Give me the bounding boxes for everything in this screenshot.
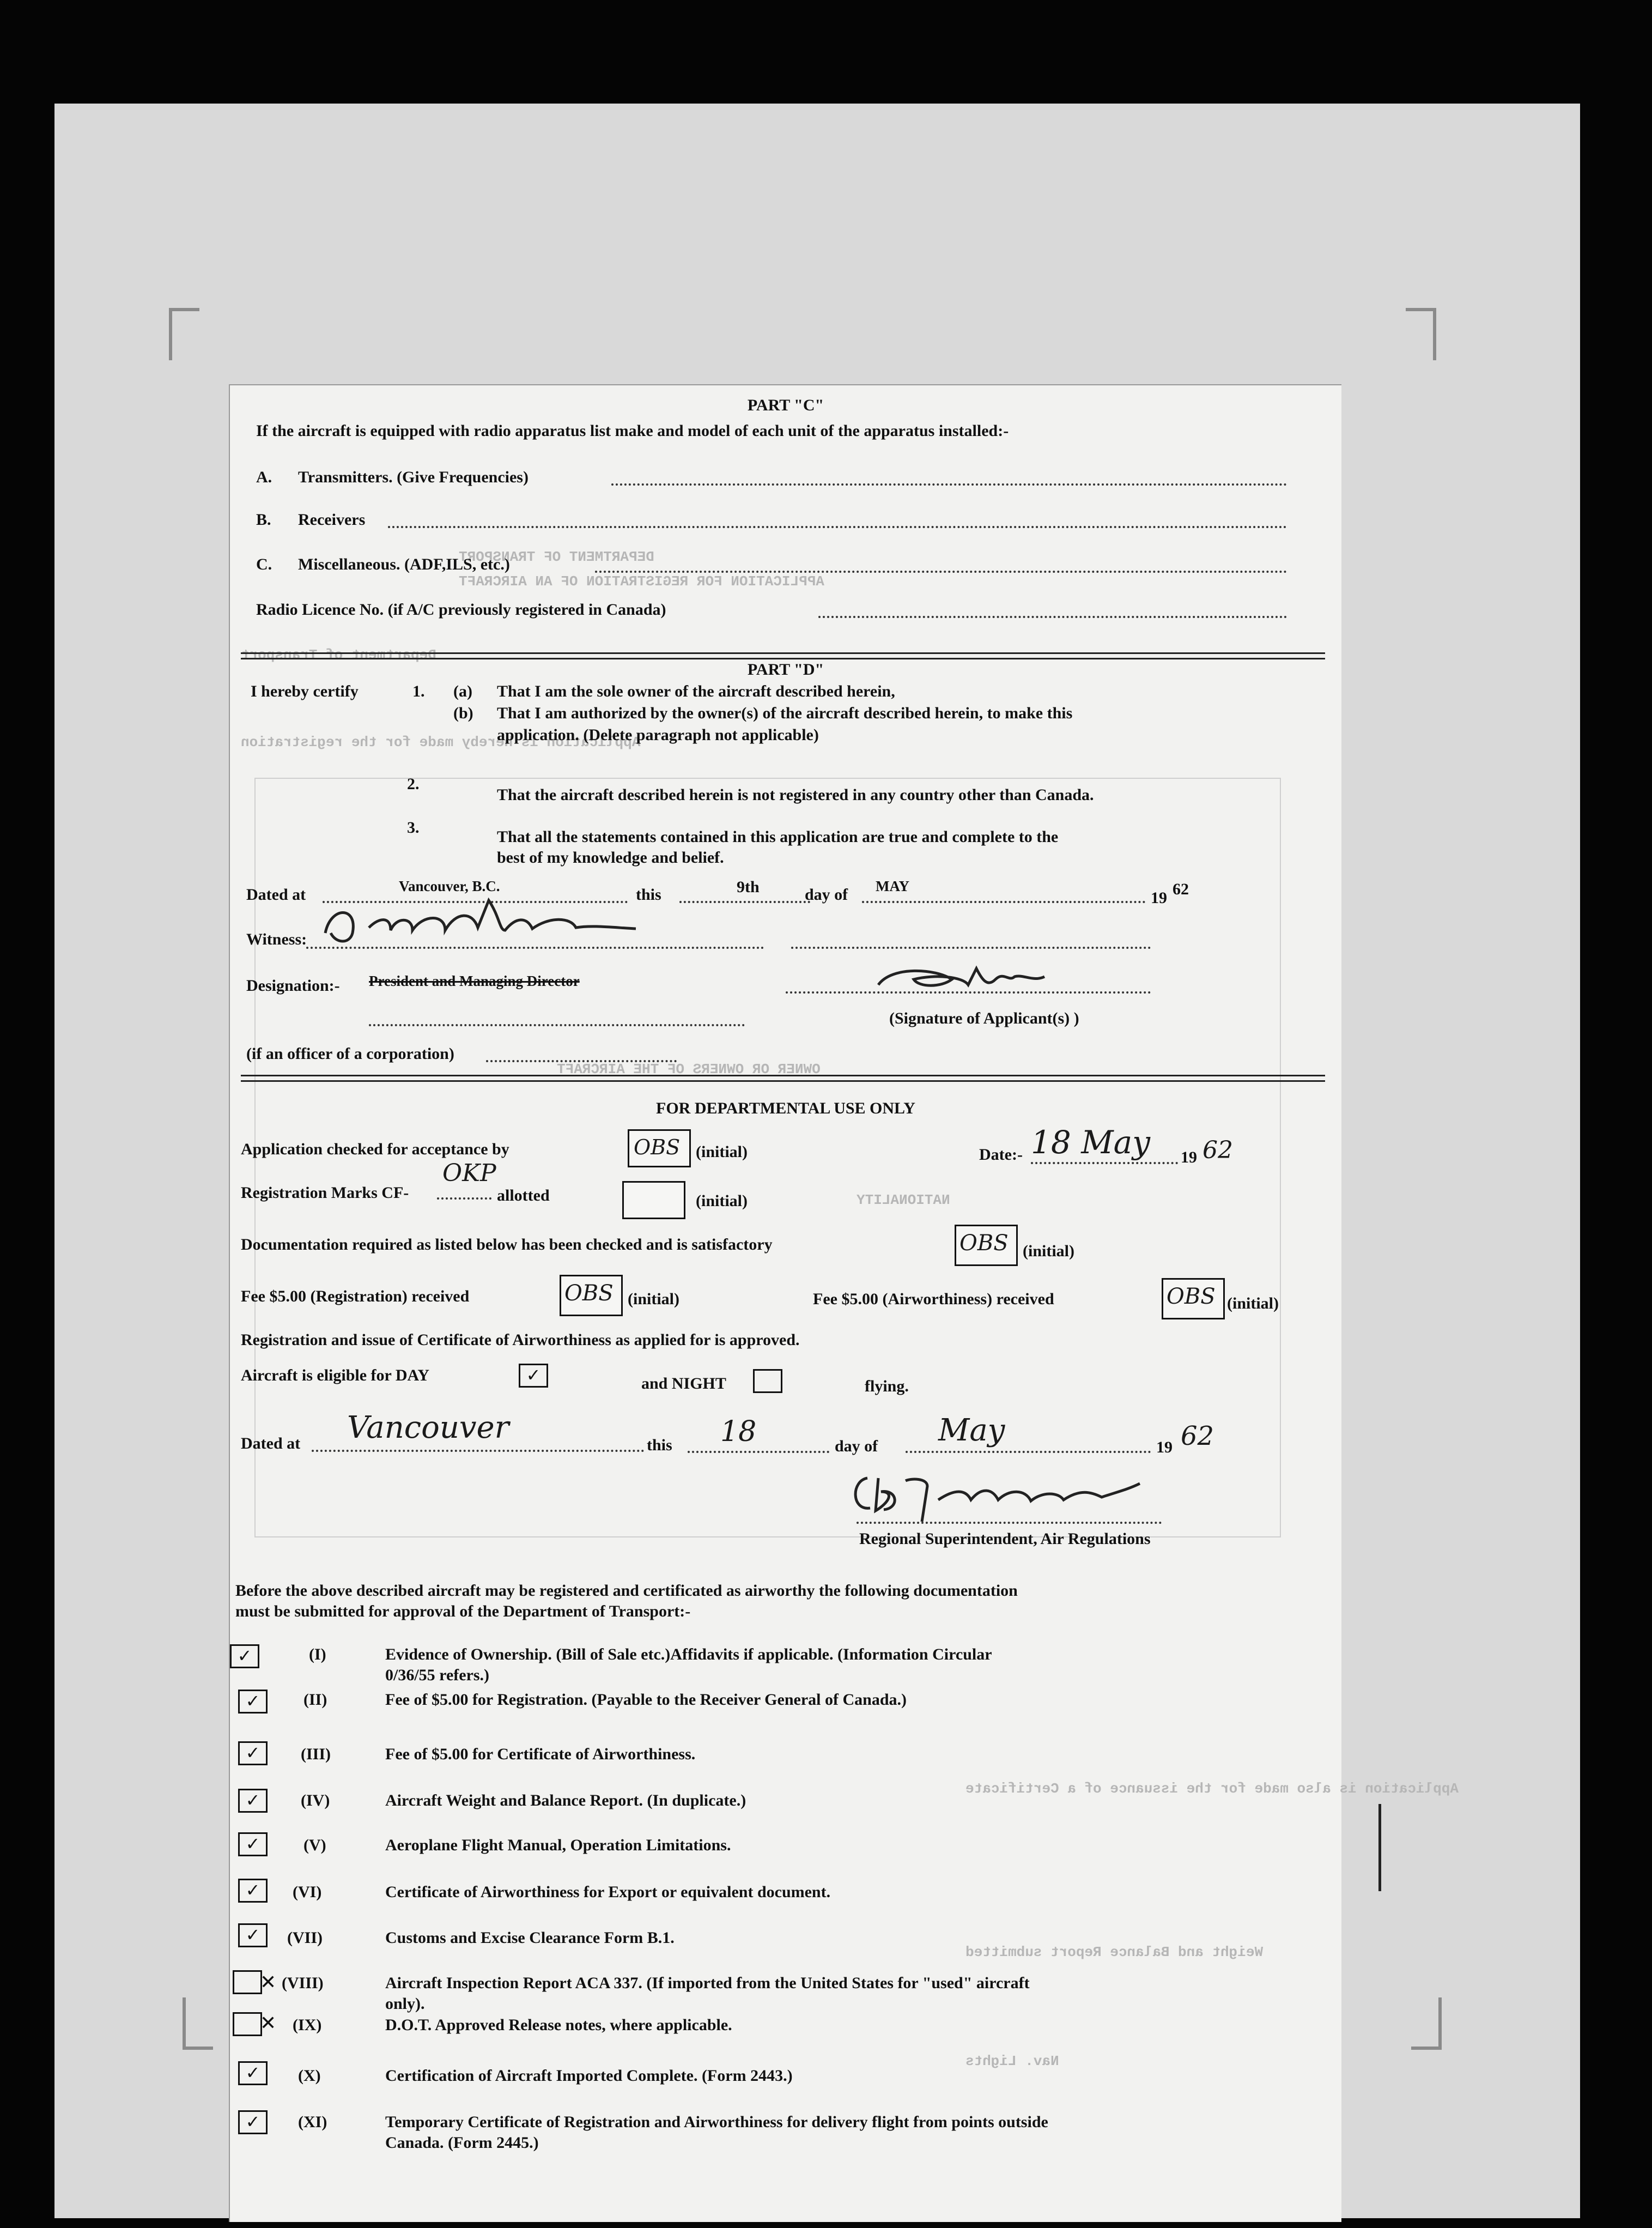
checklist-text-line-2: Canada. (Form 2445.) — [385, 2134, 539, 2152]
dept-dated-at-value[interactable]: Vancouver — [347, 1410, 509, 1445]
day-of-label: day of — [805, 886, 848, 904]
checklist-number: (VI) — [293, 1883, 322, 1901]
checklist-number: (XI) — [298, 2113, 327, 2131]
allotted-initial-caption: (initial) — [696, 1192, 748, 1210]
fee-registration-initials-box[interactable]: OBS — [560, 1275, 623, 1316]
not-applicable-cross-icon: ✕ — [260, 2012, 277, 2035]
checklist-checkbox[interactable]: ✓ — [238, 1789, 268, 1813]
dept-day-value[interactable]: 18 — [720, 1415, 757, 1448]
checklist-number: (I) — [309, 1645, 326, 1663]
checklist-text-line-1: Fee of $5.00 for Registration. (Payable to the Receiver General of Canada.) — [385, 1691, 907, 1709]
checklist-checkbox[interactable]: ✓ — [238, 2110, 268, 2134]
dept-year-prefix: 19 — [1156, 1438, 1173, 1456]
regional-signature-line — [857, 1522, 1162, 1524]
month-value[interactable]: MAY — [876, 878, 910, 894]
checklist-text-line-1: D.O.T. Approved Release notes, where applicable. — [385, 2016, 732, 2034]
section-divider-2 — [241, 1075, 1325, 1082]
crop-mark-bottom-right — [1411, 1997, 1442, 2050]
checklist-text-line-1: Aeroplane Flight Manual, Operation Limitations. — [385, 1836, 731, 1854]
receivers-field[interactable] — [388, 526, 1287, 528]
acceptance-initials-box[interactable]: OBS — [628, 1129, 691, 1167]
crop-mark-bottom-left — [183, 1997, 213, 2050]
part-d-heading: PART "D" — [747, 661, 824, 679]
registration-application-form: DEPARTMENT OF TRANSPORT APPLICATION FOR REGISTRATION OF AN AIRCRAFT Department of Transport Application is hereby made for the registration OWNER OR OWNERS OF THE AIRCRAFT NATIONALITY Application is also made for the issuance of a Certificate Weight and Balance Report submitted Nav. Lights PART "C" If the aircraft is equipped with radio apparatus list make and model of each unit of the apparatus installed:- A. Transmitters. (Give Frequencies) B. Receivers C. Miscellaneous. (ADF,ILS, etc.) Radio Licence No. (if A/C previously registered in Canada) PART "D" I hereby certify 1. (a) That I am the sole owner of the aircraft described herein, (b) That I am authorized by the owner(s) of the aircraft described herein, to make this application. (Delete paragraph not applicable) 2. That the aircraft described herein is not registered in any country other than Canada. 3. That all the statements contained in this application are true and complete to the best of my knowledge and belief. Dated at Vancouver, B.C. this 9th day of MAY 19 62 Witness: Designation:- President and Managing Director (Signature of Applicant(s) ) (if an officer of a corporation) FOR DEPARTMENTAL USE ONLY Application checked for acceptance by OBS (initial) Date:- 18 May 19 62 Registration Marks CF- OKP allotted (initial) Documentation required as listed below has been checked and is satisfactory OBS (initial) Fee $5.00 (Registration) received OBS (initial) Fee $5.00 (Airworthiness) received OBS (initial) Registration and issue of Certificate of Airworthiness as applied for is approved. Aircraft is eligible for DAY ✓ and NIGHT flying. Dated at Vancouver this 18 day of May 19 62 Regional Superintendent, Air Regulations Before the above described aircraft may be registered and certificated as airworthy the following documentation must be submitted for approval of the Department of Transport:- ✓ (I) Evidence of Ownership. (Bill of Sale etc.)Affidavits if applicable. (Information Circular 0/36/55 refers.) ✓ (II) Fee of $5.00 for Registration. (Payable to the Receiver General of Canada.) ✓ (III) Fee of $5.00 for Certificate of Airworthiness. ✓ (IV) Aircraft Weight and Balance Report. (In duplicate.) ✓ (V) Aeroplane Flight Manual, Operation Limitations. ✓ (VI) Certificate of Airworthiness for Export or equivalent document. ✓ (VII) Customs and Excise Clearance Form B.1. ✕ (VIII) Aircraft Inspection Report ACA 337. (If imported from the United States for "used" aircraft only). ✕ (IX) D.O.T. Approved Release notes, where applicable. ✓ (X) Certification of Aircraft Imported Complete. (Form 2443.) ✓ (XI) Temporary Certificate of Registration and Airworthiness for delivery flight from points outside Canada. (Form 2445.) — [229, 384, 1341, 2222]
documentation-checked-label: Documentation required as listed below has been checked and is satisfactory — [241, 1236, 773, 1254]
receivers-letter: B. — [256, 511, 271, 529]
statement-1-number: 1. — [412, 682, 425, 700]
regional-superintendent-signature — [846, 1467, 1151, 1527]
fee-airworthiness-initial-caption: (initial) — [1227, 1294, 1279, 1312]
section-divider — [241, 652, 1325, 659]
acceptance-date-line — [1031, 1162, 1178, 1164]
part-c-intro: If the aircraft is equipped with radio apparatus list make and model of each unit of the apparatus installed:- — [256, 422, 1009, 440]
dated-at-value[interactable]: Vancouver, B.C. — [399, 878, 500, 894]
registration-marks-label: Registration Marks CF- — [241, 1184, 409, 1202]
checklist-text-line-1: Fee of $5.00 for Certificate of Airworthiness. — [385, 1745, 696, 1763]
checklist-checkbox[interactable]: ✓ — [238, 1879, 268, 1903]
receivers-label: Receivers — [298, 511, 366, 529]
transmitters-field[interactable] — [611, 483, 1287, 486]
documentation-initials-box[interactable]: OBS — [955, 1225, 1018, 1266]
checklist-text-line-1: Temporary Certificate of Registration and Airworthiness for delivery flight from points outside — [385, 2113, 1048, 2131]
day-flying-checkbox[interactable]: ✓ — [519, 1364, 548, 1388]
applicant-signature-caption: (Signature of Applicant(s) ) — [889, 1009, 1079, 1027]
checklist-checkbox[interactable]: ✓ — [238, 1923, 268, 1947]
documentation-initial-caption: (initial) — [1023, 1242, 1074, 1260]
witness-label: Witness: — [246, 930, 307, 948]
checklist-number: (X) — [298, 2067, 321, 2085]
statement-1b-text-1: That I am authorized by the owner(s) of the aircraft described herein, to make this — [497, 704, 1073, 722]
checklist-number: (II) — [303, 1691, 327, 1709]
dept-day-of-label: day of — [835, 1437, 878, 1455]
dept-dated-at-line — [312, 1450, 644, 1452]
documentation-intro-2: must be submitted for approval of the Department of Transport:- — [235, 1602, 691, 1620]
statement-2-number: 2. — [407, 775, 420, 793]
designation-line-2 — [369, 1024, 745, 1026]
checked-for-acceptance-label: Application checked for acceptance by — [241, 1140, 509, 1158]
checklist-text-line-1: Certification of Aircraft Imported Complete. (Form 2443.) — [385, 2067, 793, 2085]
part-c-heading: PART "C" — [747, 396, 824, 414]
applicant-signature — [870, 955, 1066, 998]
checklist-checkbox[interactable]: ✓ — [238, 2061, 268, 2085]
checklist-number: (V) — [303, 1836, 326, 1854]
fee-airworthiness-initials-box[interactable]: OBS — [1162, 1278, 1225, 1319]
miscellaneous-field[interactable] — [595, 571, 1287, 573]
eligible-day-label: Aircraft is eligible for DAY — [241, 1366, 430, 1384]
flying-label: flying. — [865, 1377, 909, 1395]
acceptance-date-value[interactable]: 18 May — [1031, 1124, 1150, 1161]
certify-label: I hereby certify — [251, 682, 359, 700]
transmitters-label: Transmitters. (Give Frequencies) — [298, 468, 529, 486]
checklist-text-line-1: Aircraft Inspection Report ACA 337. (If imported from the United States for "used" aircraft — [385, 1974, 1030, 1992]
checklist-text-line-1: Customs and Excise Clearance Form B.1. — [385, 1929, 675, 1947]
officer-line — [486, 1060, 677, 1062]
date-label: Date:- — [979, 1146, 1023, 1164]
dept-dated-at-label: Dated at — [241, 1434, 301, 1452]
checklist-checkbox[interactable]: ✓ — [238, 1832, 268, 1856]
dept-this-label: this — [647, 1436, 672, 1454]
checklist-checkbox[interactable] — [233, 1970, 262, 1994]
statement-3-text-1: That all the statements contained in this application are true and complete to the — [497, 828, 1059, 846]
checklist-text-line-2: 0/36/55 refers.) — [385, 1666, 490, 1684]
statement-1b-letter: (b) — [453, 704, 473, 722]
radio-licence-label: Radio Licence No. (if A/C previously registered in Canada) — [256, 601, 666, 619]
day-value[interactable]: 9th — [737, 878, 760, 896]
statement-2-text: That the aircraft described herein is not registered in any country other than Canada. — [497, 786, 1094, 804]
dept-day-line — [688, 1451, 829, 1453]
statement-1b-text-2: application. (Delete paragraph not applicable) — [497, 726, 819, 744]
designation-label: Designation:- — [246, 977, 340, 995]
fee-registration-initial-caption: (initial) — [628, 1290, 679, 1308]
acceptance-year-value[interactable]: 62 — [1202, 1136, 1233, 1164]
checklist-number: (III) — [301, 1745, 331, 1763]
dept-month-line — [906, 1451, 1151, 1453]
dated-at-label: Dated at — [246, 886, 306, 904]
registration-marks-value[interactable]: OKP — [442, 1159, 496, 1187]
witness-signature — [320, 895, 756, 949]
radio-licence-field[interactable] — [818, 616, 1287, 618]
statement-1a-letter: (a) — [453, 682, 472, 700]
statement-1a-text: That I am the sole owner of the aircraft described herein, — [497, 682, 895, 700]
regional-superintendent-title: Regional Superintendent, Air Regulations — [859, 1530, 1151, 1548]
not-applicable-cross-icon: ✕ — [260, 1971, 277, 1994]
checklist-number: (IX) — [293, 2016, 322, 2034]
acceptance-initial-caption: (initial) — [696, 1143, 748, 1161]
crop-mark-top-right — [1406, 308, 1436, 360]
approval-statement: Registration and issue of Certificate of Airworthiness as applied for is approved. — [241, 1331, 800, 1349]
vertical-mark — [1378, 1804, 1381, 1891]
checklist-checkbox[interactable]: ✓ — [238, 1741, 268, 1765]
checklist-text-line-1: Evidence of Ownership. (Bill of Sale etc.)Affidavits if applicable. (Information Circular — [385, 1645, 992, 1663]
fee-airworthiness-label: Fee $5.00 (Airworthiness) received — [813, 1290, 1054, 1308]
night-flying-checkbox[interactable] — [753, 1369, 782, 1393]
departmental-heading: FOR DEPARTMENTAL USE ONLY — [656, 1099, 915, 1117]
checklist-checkbox[interactable] — [233, 2012, 262, 2036]
year-prefix: 19 — [1151, 889, 1167, 907]
designation-value[interactable]: President and Managing Director — [369, 973, 580, 989]
night-label: and NIGHT — [641, 1375, 726, 1393]
checklist-text-line-1: Aircraft Weight and Balance Report. (In duplicate.) — [385, 1791, 746, 1809]
witness-line[interactable] — [306, 947, 764, 949]
checklist-number: (VII) — [287, 1929, 323, 1947]
applicant-signature-line-1 — [791, 947, 1151, 949]
month-line — [862, 901, 1145, 903]
this-label: this — [636, 886, 661, 904]
acceptance-year-prefix: 19 — [1181, 1148, 1197, 1166]
officer-note: (if an officer of a corporation) — [246, 1045, 454, 1063]
checklist-number: (IV) — [301, 1791, 330, 1809]
checklist-text-line-2: only). — [385, 1995, 425, 2013]
transmitters-letter: A. — [256, 468, 272, 486]
checklist-checkbox[interactable]: ✓ — [230, 1644, 259, 1668]
checklist-checkbox[interactable]: ✓ — [238, 1690, 268, 1714]
allotted-initials-box[interactable] — [622, 1181, 685, 1219]
miscellaneous-label: Miscellaneous. (ADF,ILS, etc.) — [298, 555, 510, 573]
documentation-intro-1: Before the above described aircraft may be registered and certificated as airworthy the following documentation — [235, 1582, 1018, 1600]
fee-registration-label: Fee $5.00 (Registration) received — [241, 1287, 470, 1305]
statement-3-number: 3. — [407, 819, 420, 837]
dept-year-value[interactable]: 62 — [1181, 1421, 1214, 1451]
checklist-text-line-1: Certificate of Airworthiness for Export or equivalent document. — [385, 1883, 831, 1901]
statement-3-text-2: best of my knowledge and belief. — [497, 849, 724, 867]
allotted-label: allotted — [497, 1186, 550, 1204]
crop-mark-top-left — [169, 308, 199, 360]
registration-marks-line — [437, 1197, 491, 1200]
dept-month-value[interactable]: May — [938, 1413, 1005, 1448]
miscellaneous-letter: C. — [256, 555, 272, 573]
checklist-number: (VIII) — [282, 1974, 324, 1992]
year-value[interactable]: 62 — [1173, 880, 1189, 898]
